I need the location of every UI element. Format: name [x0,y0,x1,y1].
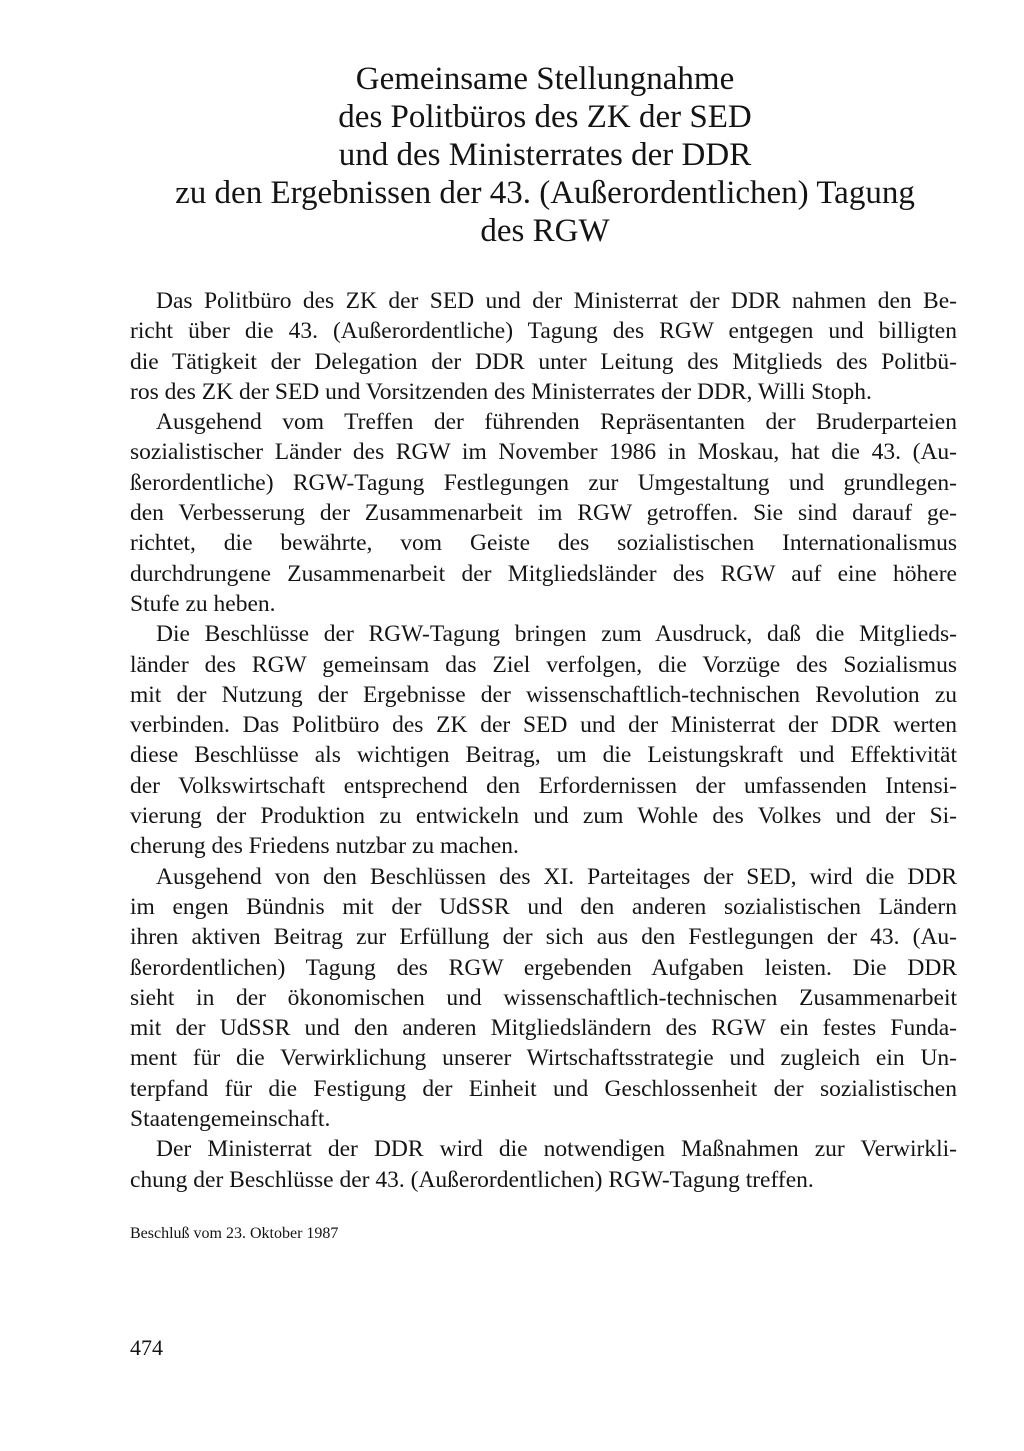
text-line: im engen Bündnis mit der UdSSR und den anderen sozialistischen Ländern [130,893,957,920]
text-line: ment für die Verwirklichung unserer Wirtschaftsstrategie und zugleich ein Un- [130,1045,957,1072]
text-line: terpfand für die Festigung der Einheit und Geschlossenheit der sozialistischen [130,1075,957,1102]
text-line: richtet, die bewährte, vom Geiste des sozialistischen Internationalismus [130,530,957,557]
title-line: zu den Ergebnissen der 43. (Außerordentlichen) Tagung [175,175,915,211]
text-line: mit der UdSSR und den anderen Mitgliedsländern des RGW ein festes Funda- [130,1015,957,1042]
body-text [130,286,957,1195]
text-line: chung der Beschlüsse der 43. (Außerordentlichen) RGW-Tagung treffen. [130,1166,814,1193]
text-line: cherung des Friedens nutzbar zu machen. [130,833,519,860]
page-number: 474 [130,1335,163,1360]
text-line: durchdrungene Zusammenarbeit der Mitgliedsländer des RGW auf eine höhere [130,560,957,587]
title-line: des RGW [480,213,610,249]
text-line: Ausgehend vom Treffen der führenden Repräsentanten der Bruderparteien [156,409,957,436]
title-line: und des Ministerrates der DDR [338,137,752,173]
text-line: Die Beschlüsse der RGW-Tagung bringen zum Ausdruck, daß die Mitglieds- [156,621,957,648]
text-line: länder des RGW gemeinsam das Ziel verfolgen, die Vorzüge des Sozialismus [130,651,957,678]
text-line: richt über die 43. (Außerordentliche) Tagung des RGW entgegen und billigten [130,318,957,345]
text-line: den Verbesserung der Zusammenarbeit im RGW getroffen. Sie sind darauf ge- [130,500,957,527]
text-line: sozialistischer Länder des RGW im November 1986 in Moskau, hat die 43. (Au- [130,439,957,466]
text-line: Das Politbüro des ZK der SED und der Ministerrat der DDR nahmen den Be- [156,288,957,314]
text-line: Ausgehend von den Beschlüssen des XI. Parteitages der SED, wird die DDR [156,863,957,890]
text-line: mit der Nutzung der Ergebnisse der wissenschaftlich-technischen Revolution zu [130,681,957,708]
text-line: sieht in der ökonomischen und wissenschaftlich-technischen Zusammenarbeit [130,984,957,1011]
text-line: ßerordentlichen) Tagung des RGW ergebenden Aufgaben leisten. Die DDR [130,954,957,981]
text-line: Der Ministerrat der DDR wird die notwendigen Maßnahmen zur Verwirkli- [156,1136,957,1163]
text-line: ßerordentliche) RGW-Tagung Festlegungen zur Umgestaltung und grundlegen- [130,469,957,496]
text-line: diese Beschlüsse als wichtigen Beitrag, um die Leistungskraft und Effektivität [130,742,957,769]
text-line: ros des ZK der SED und Vorsitzenden des Ministerrates der DDR, Willi Stoph. [130,378,872,405]
text-line: der Volkswirtschaft entsprechend den Erfordernissen der umfassenden Intensi- [130,772,957,799]
text-line: ihren aktiven Beitrag zur Erfüllung der sich aus den Festlegungen der 43. (Au- [130,924,957,951]
title-line: Gemeinsame Stellungnahme [355,61,735,97]
text-line: die Tätigkeit der Delegation der DDR unter Leitung des Mitglieds des Politbü- [130,348,957,375]
document-title [100,60,990,250]
text-line: vierung der Produktion zu entwickeln und zum Wohle des Volkes und der Si- [130,803,957,830]
text-line: Staatengemeinschaft. [130,1106,331,1133]
decision-date: Beschluß vom 23. Oktober 1987 [130,1225,339,1242]
text-line: verbinden. Das Politbüro des ZK der SED und der Ministerrat der DDR werten [130,712,957,739]
text-line: Stufe zu heben. [130,590,276,617]
title-line: des Politbüros des ZK der SED [338,99,752,135]
